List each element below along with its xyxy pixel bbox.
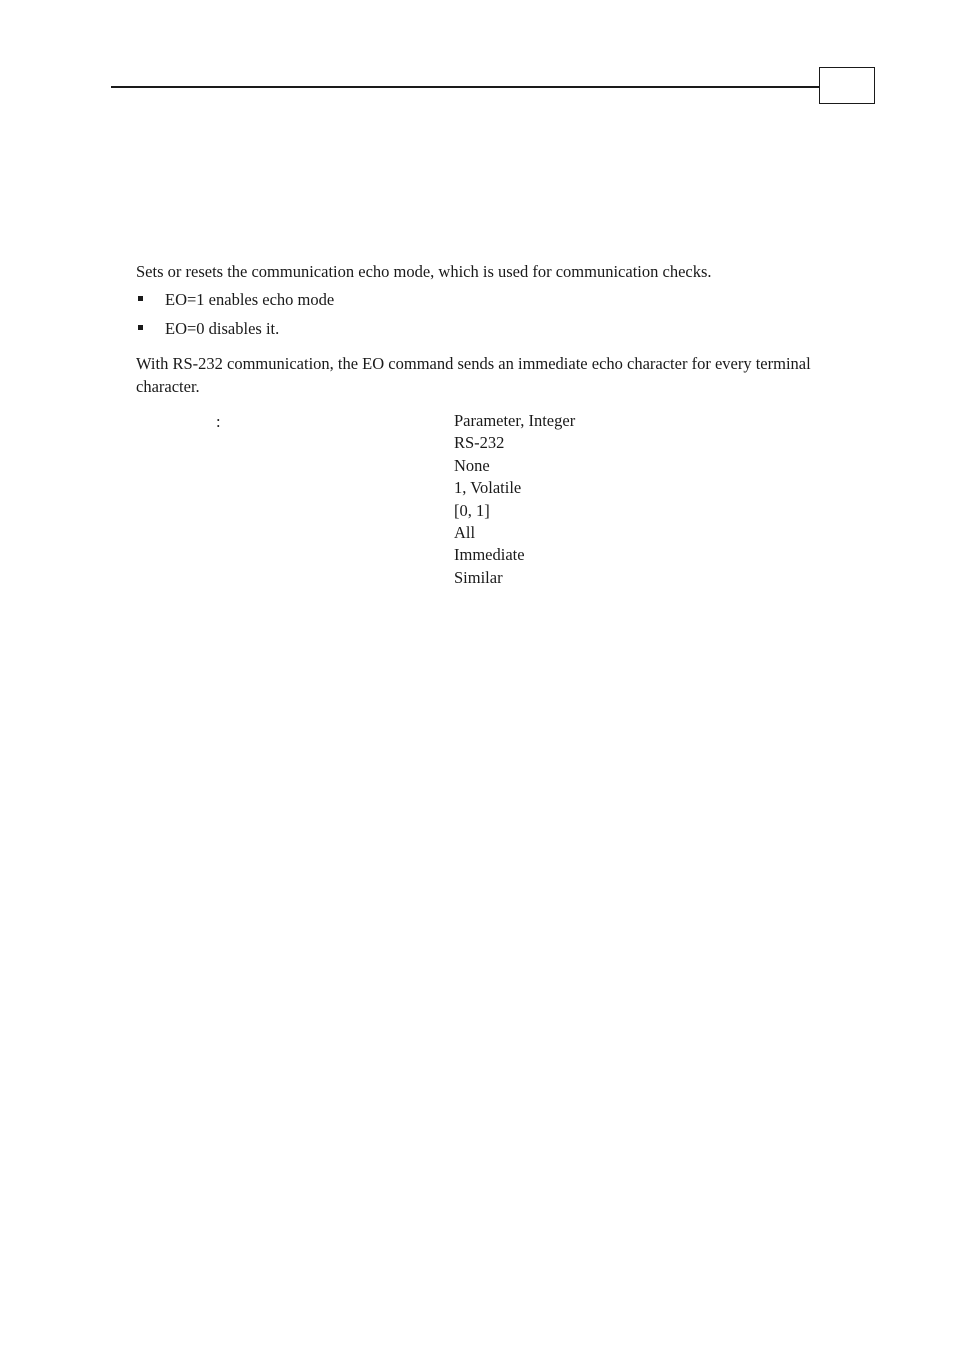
bullet-text: EO=1 enables echo mode bbox=[165, 290, 335, 309]
attribute-value-range: [0, 1] bbox=[454, 500, 490, 520]
attribute-value-restrictions: None bbox=[454, 455, 490, 475]
bullet-item bbox=[136, 288, 334, 311]
attribute-value-effect: Immediate bbox=[454, 545, 525, 565]
attribute-values-list bbox=[454, 410, 575, 589]
rs232-paragraph: With RS-232 communication, the EO command sends an immediate echo character for every terminal character. bbox=[136, 354, 811, 396]
echo-mode-bullet-list bbox=[136, 288, 334, 346]
header-rule bbox=[111, 86, 820, 88]
square-bullet-icon bbox=[138, 325, 143, 330]
page-number-box bbox=[819, 67, 875, 104]
attribute-value-compatibility: Similar bbox=[454, 567, 503, 587]
bullet-text: EO=0 disables it. bbox=[165, 319, 280, 338]
square-bullet-icon bbox=[138, 296, 143, 301]
attribute-value-type: Parameter, Integer bbox=[454, 411, 576, 430]
attribute-value-default: 1, Volatile bbox=[454, 478, 522, 498]
bullet-item bbox=[136, 317, 334, 340]
attribute-colon: : bbox=[216, 412, 221, 431]
description-paragraph: Sets or resets the communication echo mode, which is used for communication checks. bbox=[136, 262, 712, 281]
attribute-value-axes: All bbox=[454, 523, 476, 543]
attribute-value-source: RS-232 bbox=[454, 433, 505, 453]
